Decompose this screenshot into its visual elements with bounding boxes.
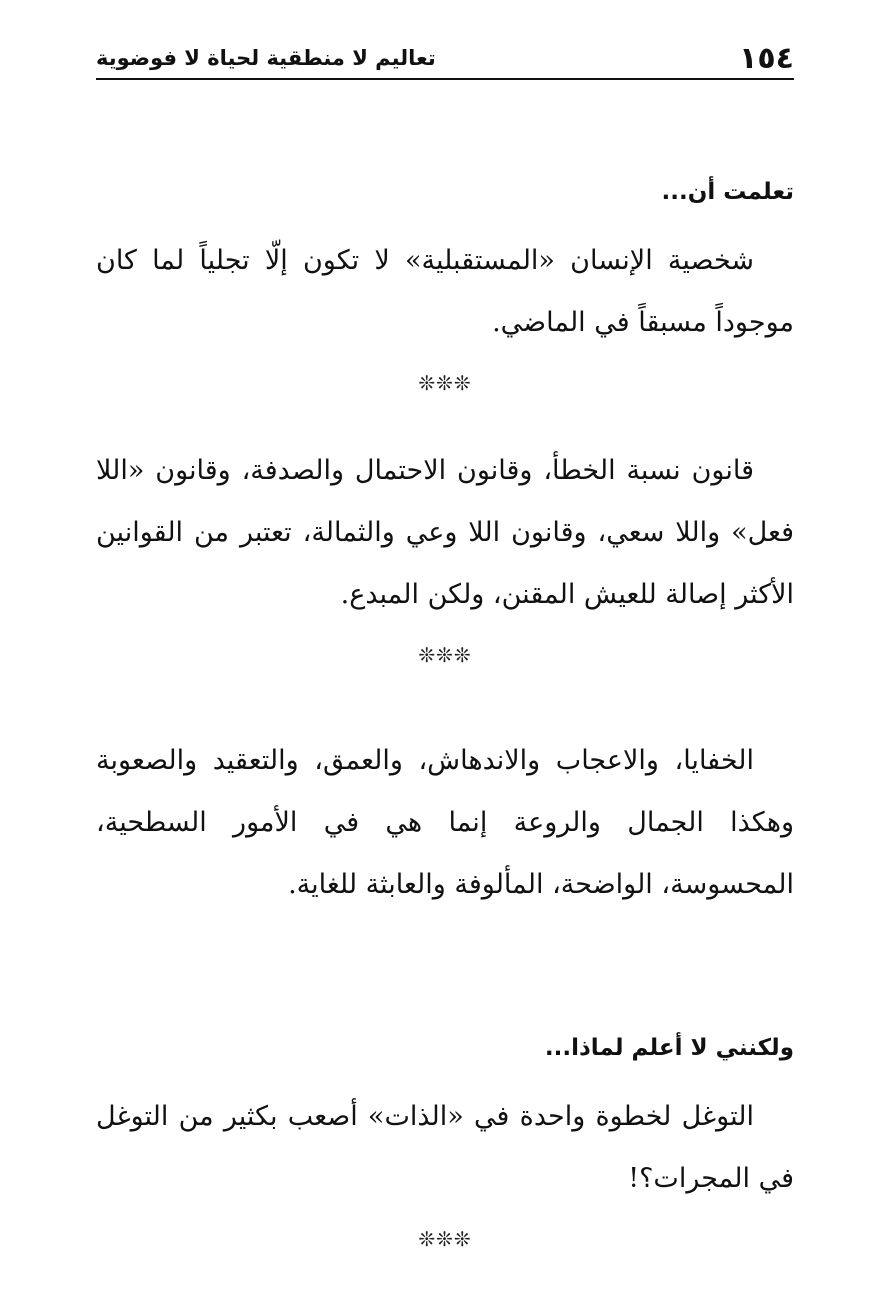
- separator-ornament: [96, 1224, 794, 1254]
- flower-ornament-icon: ❊❊❊: [418, 643, 472, 667]
- section-paragraph: الخفايا، والاعجاب والاندهاش، والعمق، والتعقيد والصعوبة وهكذا الجمال والروعة إنما هي في الأمور السطحية، المحسوسة، الواضحة، المألوفة والعابثة للغاية.: [96, 745, 794, 900]
- page-header: [96, 38, 794, 80]
- section-paragraph: قانون نسبة الخطأ، وقانون الاحتمال والصدفة، وقانون «اللا فعل» واللا سعي، وقانون اللا وعي والثمالة، تعتبر من القوانين الأكثر إصالة للعيش المقنن، ولكن المبدع.: [96, 455, 794, 610]
- running-title: تعاليم لا منطقية لحياة لا فوضوية: [96, 46, 436, 70]
- section-learned-personality: [96, 172, 794, 398]
- flower-ornament-icon: ❊❊❊: [418, 1227, 472, 1251]
- section-mysteries: [96, 730, 794, 916]
- section-heading: ولكنني لا أعلم لماذا...: [544, 1035, 794, 1061]
- flower-ornament-icon: ❊❊❊: [418, 371, 472, 395]
- section-laws: [96, 440, 794, 670]
- page-number: ١٥٤: [739, 40, 794, 76]
- section-but-i-dont-know: [96, 1028, 794, 1254]
- separator-ornament: [96, 368, 794, 398]
- section-heading: تعلمت أن...: [661, 179, 794, 205]
- section-paragraph: شخصية الإنسان «المستقبلية» لا تكون إلّا تجلياً لما كان موجوداً مسبقاً في الماضي.: [96, 245, 794, 338]
- section-paragraph: التوغل لخطوة واحدة في «الذات» أصعب بكثير من التوغل في المجرات؟!: [96, 1101, 794, 1194]
- separator-ornament: [96, 640, 794, 670]
